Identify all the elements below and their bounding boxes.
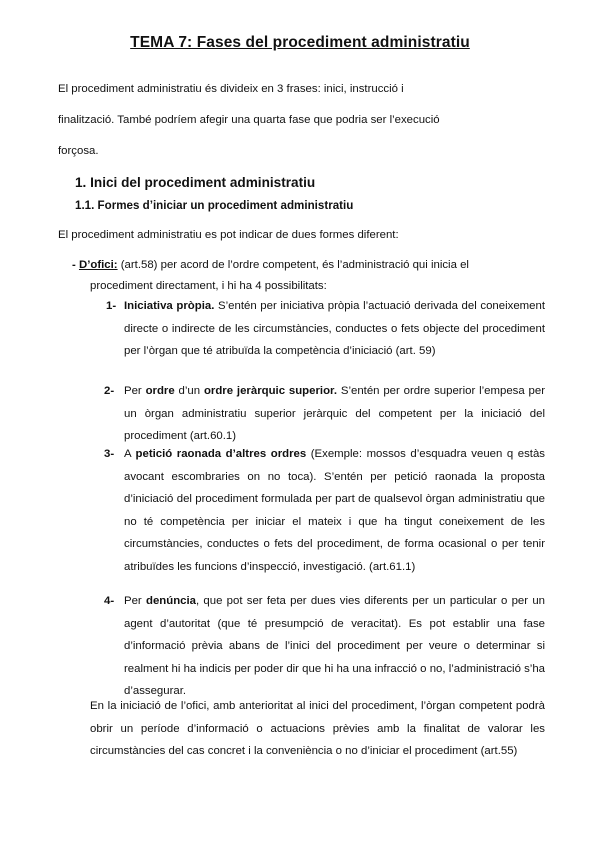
item-pre: Per: [124, 385, 146, 397]
ofici-label: D’ofici:: [78, 259, 118, 271]
section-heading: 1. Inici del procediment administratiu: [75, 175, 316, 190]
closing-paragraph: En la iniciació de l’ofici, amb anterioritat al inici del procediment, l’òrgan competent podrà obrir un període d’informació o actuacions prèvies amb la finalitat de valorar les circumstàncies del cas concret i la conveniència o no d’iniciar el procediment (art.55): [90, 700, 545, 758]
subsection-heading: 1.1. Formes d’iniciar un procediment administratiu: [75, 199, 354, 212]
item-title: denúncia: [145, 595, 196, 607]
item-pre: Per: [124, 595, 146, 607]
ofici-dash: -: [72, 259, 79, 271]
item-number: 2-: [104, 385, 115, 397]
ofici-line-1: [72, 258, 469, 273]
list-item: [106, 295, 545, 363]
page-title: TEMA 7: Fases del procediment administratiu: [130, 34, 470, 51]
item-number: 3-: [104, 448, 115, 460]
list-item: [104, 443, 545, 579]
item-pre: A: [124, 448, 136, 460]
intro-line-1: El procediment administratiu és divideix en 3 frases: inici, instrucció i: [58, 83, 404, 95]
item-bold-1: ordre: [145, 385, 175, 397]
ofici-text-1: (art.58) per acord de l’ordre competent, és l’administració qui inicia el: [117, 259, 469, 271]
item-mid: d’un: [174, 385, 204, 397]
item-bold-2: ordre jeràrquic superior.: [203, 385, 337, 397]
item-number: 4-: [104, 595, 115, 607]
item-title: Iniciativa pròpia.: [124, 300, 215, 312]
intro-line-2: finalització. També podríem afegir una quarta fase que podria ser l’execució: [58, 114, 440, 126]
item-number: 1-: [106, 300, 117, 312]
item-text: (Exemple: mossos d’esquadra veuen q estàs avocant escombraries on no toca). S’entén per petició raonada la proposta d’iniciació del procediment formulada per part de qualsevol òrgan administratiu que no té competència per iniciar el mateix i que ha tingut coneixement de les circumstàncies, conductes o fets del procediment, de forma ocasional o per tenir atribuïdes les funcions d’inspecció, investigació. (art.61.1): [124, 448, 545, 573]
section-lead: El procediment administratiu es pot indicar de dues formes diferent:: [58, 229, 399, 241]
item-text: , que pot ser feta per dues vies diferents per un particular o per un agent d’autoritat (que té presumpció de veracitat). Es pot establir una fase d’informació prèvia abans de l’inici del procediment per veure o determinar si realment hi ha indicis per poder dir que hi ha una infracció o no, l’administració s’ha d’assegurar.: [124, 595, 545, 698]
intro-line-3: forçosa.: [58, 145, 99, 157]
ofici-line-2: procediment directament, i hi ha 4 possibilitats:: [90, 280, 327, 292]
item-title: petició raonada d’altres ordres: [135, 448, 307, 460]
item-text: S’entén per iniciativa pròpia l’actuació derivada del coneixement directe o indirecte de les circumstàncies, conductes o fets objecte del procediment per l’òrgan que té atribuïda la competència d’iniciació (art. 59): [124, 300, 545, 358]
item-text: S’entén per ordre superior l’empesa per un òrgan administratiu superior jeràrquic del competent per la iniciació del procediment (art.60.1): [124, 385, 545, 443]
list-item: [104, 590, 545, 703]
list-item: [104, 380, 545, 448]
